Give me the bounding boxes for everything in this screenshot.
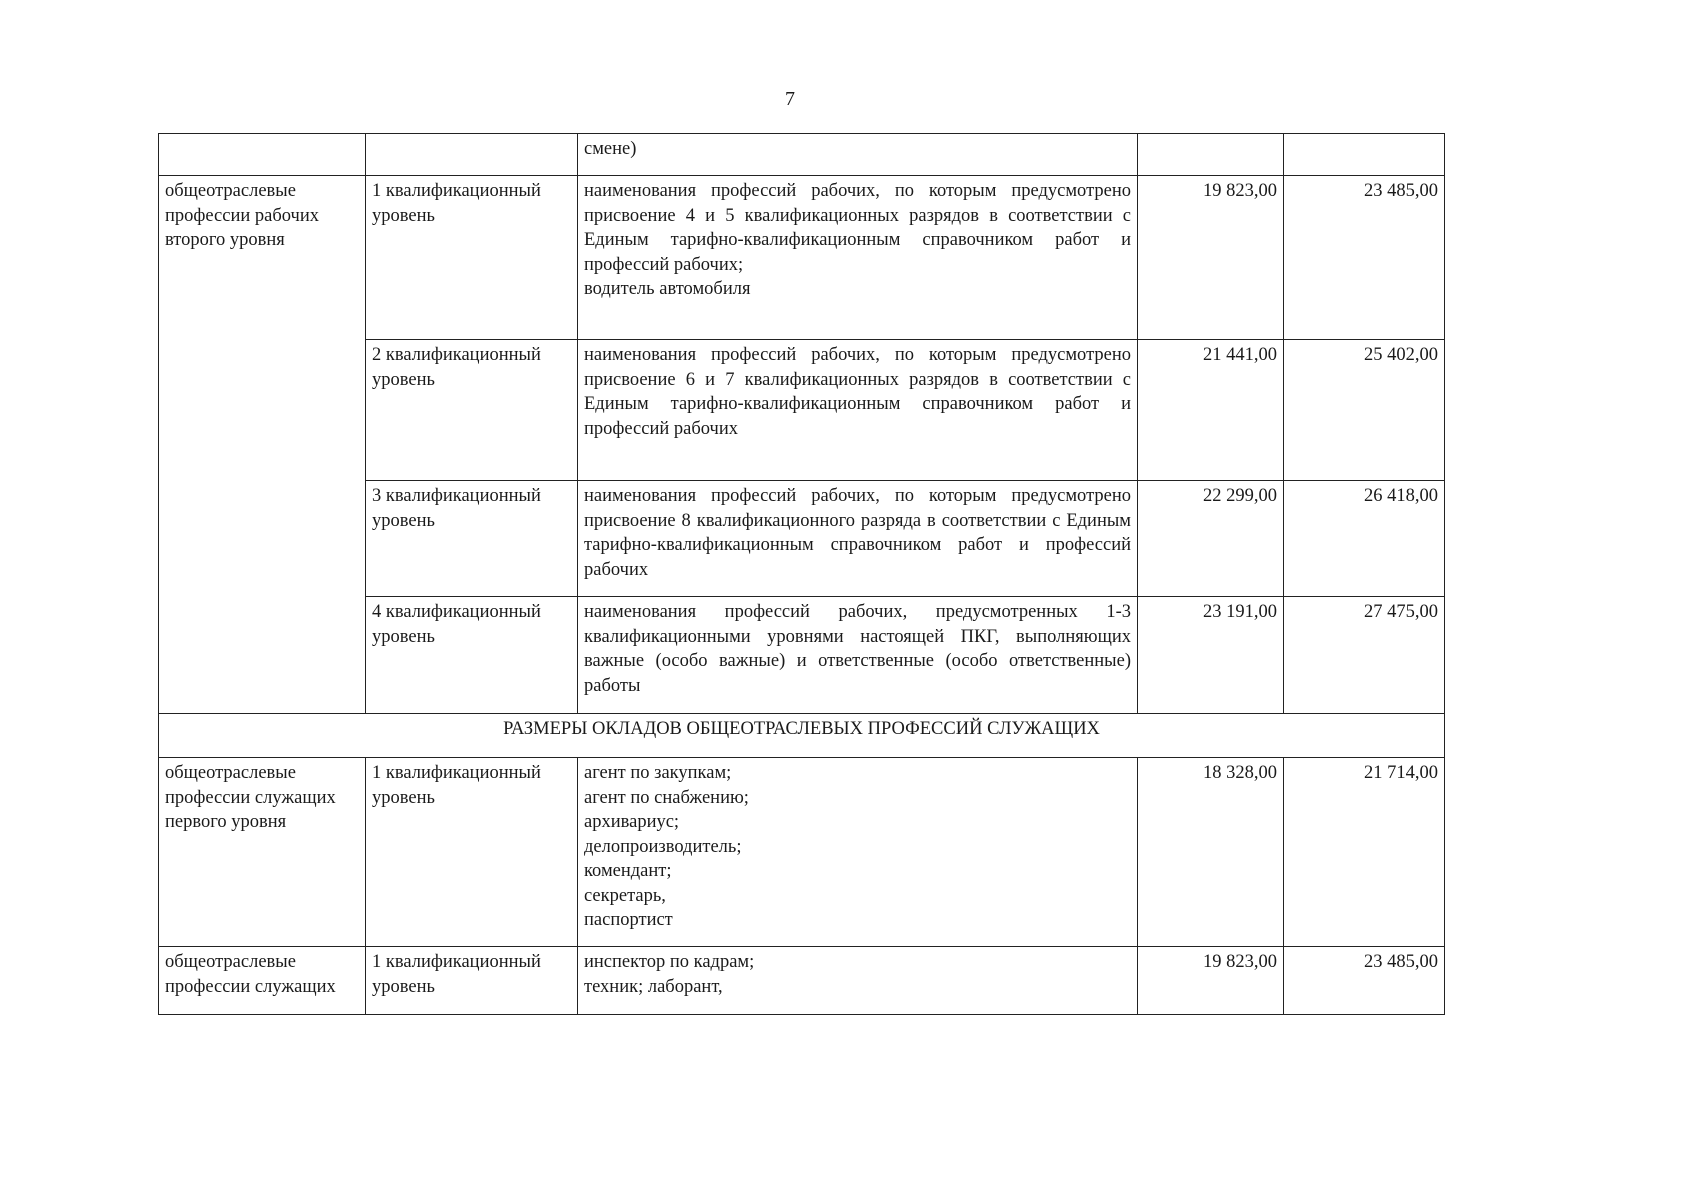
description-line: секретарь, xyxy=(584,885,666,906)
group-cell xyxy=(159,134,366,176)
table-row xyxy=(159,176,1445,340)
level-cell: 1 квалификационный уровень xyxy=(366,176,578,340)
salary-cell xyxy=(1138,134,1284,176)
table-row xyxy=(159,134,1445,176)
salary-cell: 18 328,00 xyxy=(1138,758,1284,947)
group-cell: общеотраслевые профессии служащих первого уровня xyxy=(159,758,366,947)
description-line: агент по снабжению; xyxy=(584,787,749,808)
section-heading-row xyxy=(159,714,1445,758)
description-line: водитель автомобиля xyxy=(584,279,751,299)
salary-cell-2: 23 485,00 xyxy=(1284,176,1445,340)
description-line: комендант; xyxy=(584,861,672,881)
salary-table xyxy=(158,133,1445,1015)
level-cell: 1 квалификационный уровень xyxy=(366,758,578,947)
description-cell xyxy=(578,947,1138,1015)
table-row xyxy=(159,947,1445,1015)
description-line: наименования профессий рабочих, предусмотренных 1-3 квалификационными уровнями настоящей ПКГ, выполняющих важные (особо важные) и ответственные (особо ответственные) работы xyxy=(584,602,1131,696)
salary-cell: 22 299,00 xyxy=(1138,481,1284,597)
description-line: наименования профессий рабочих, по которым предусмотрено присвоение 4 и 5 квалификационных разрядов в соответствии с Единым тарифно-квалификационным справочником работ и профессий рабочих; xyxy=(584,181,1131,275)
salary-cell: 21 441,00 xyxy=(1138,340,1284,481)
description-line: наименования профессий рабочих, по которым предусмотрено присвоение 8 квалификационного разряда в соответствии с Единым тарифно-квалификационным справочником работ и профессий рабочих xyxy=(584,486,1131,580)
description-line: делопроизводитель; xyxy=(584,836,742,857)
group-cell: общеотраслевые профессии рабочих второго уровня xyxy=(159,176,366,714)
description-line: архивариус; xyxy=(584,812,680,832)
salary-cell-2 xyxy=(1284,134,1445,176)
level-cell xyxy=(366,134,578,176)
level-cell: 3 квалификационный уровень xyxy=(366,481,578,597)
description-cell xyxy=(578,597,1138,714)
description-cell xyxy=(578,481,1138,597)
salary-cell: 23 191,00 xyxy=(1138,597,1284,714)
description-line: смене) xyxy=(584,139,637,159)
salary-cell: 19 823,00 xyxy=(1138,176,1284,340)
salary-cell-2: 26 418,00 xyxy=(1284,481,1445,597)
description-line: техник; лаборант, xyxy=(584,976,723,997)
salary-cell-2: 21 714,00 xyxy=(1284,758,1445,947)
description-cell xyxy=(578,134,1138,176)
description-line: инспектор по кадрам; xyxy=(584,952,755,972)
salary-cell: 19 823,00 xyxy=(1138,947,1284,1015)
description-line: паспортист xyxy=(584,910,673,930)
description-line: агент по закупкам; xyxy=(584,763,732,783)
description-cell xyxy=(578,176,1138,340)
salary-cell-2: 23 485,00 xyxy=(1284,947,1445,1015)
table-row xyxy=(159,758,1445,947)
salary-cell-2: 25 402,00 xyxy=(1284,340,1445,481)
level-cell: 2 квалификационный уровень xyxy=(366,340,578,481)
page-number: 7 xyxy=(785,88,795,110)
level-cell: 1 квалификационный уровень xyxy=(366,947,578,1015)
description-cell xyxy=(578,758,1138,947)
group-cell: общеотраслевые профессии служащих xyxy=(159,947,366,1015)
salary-cell-2: 27 475,00 xyxy=(1284,597,1445,714)
section-heading: РАЗМЕРЫ ОКЛАДОВ ОБЩЕОТРАСЛЕВЫХ ПРОФЕССИЙ СЛУЖАЩИХ xyxy=(159,714,1445,758)
level-cell: 4 квалификационный уровень xyxy=(366,597,578,714)
description-line: наименования профессий рабочих, по которым предусмотрено присвоение 6 и 7 квалификационных разрядов в соответствии с Единым тарифно-квалификационным справочником работ и профессий рабочих xyxy=(584,345,1131,439)
description-cell xyxy=(578,340,1138,481)
